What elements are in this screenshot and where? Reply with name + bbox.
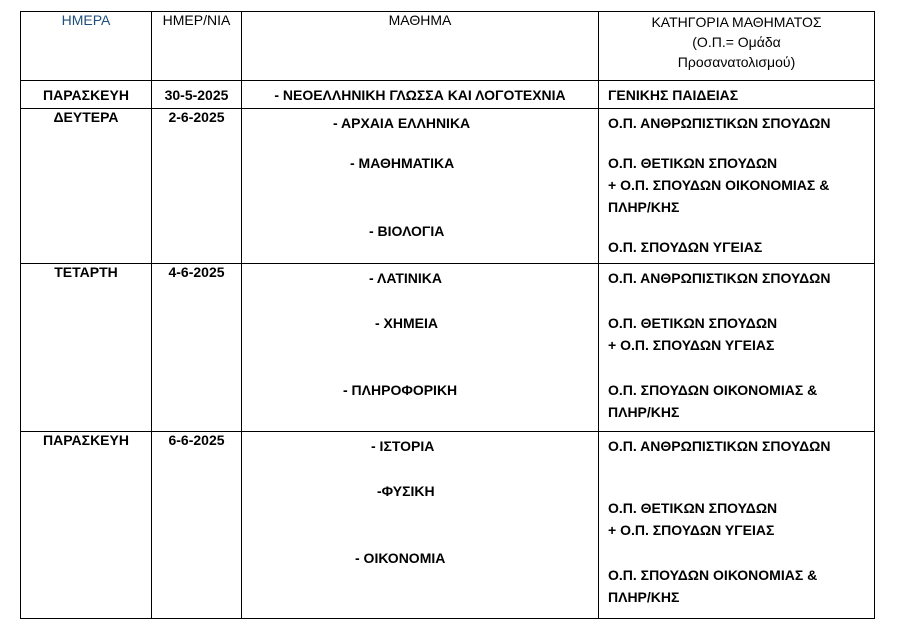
subject-item: - ΠΛΗΡΟΦΟΡΙΚΗ bbox=[343, 382, 458, 398]
table-row bbox=[21, 81, 875, 109]
subject-item: - ΑΡΧΑΙΑ ΕΛΛΗΝΙΚΑ bbox=[333, 115, 471, 131]
subject-cell bbox=[242, 109, 599, 264]
category-cell bbox=[599, 264, 875, 432]
subject-cell bbox=[242, 264, 599, 432]
category-group bbox=[608, 152, 868, 218]
day-cell: ΠΑΡΑΣΚΕΥΗ bbox=[21, 81, 152, 109]
subject-item: - ΟΙΚΟΝΟΜΙΑ bbox=[355, 550, 446, 566]
day-cell: ΤΕΤΑΡΤΗ bbox=[21, 264, 152, 432]
category-cell: ΓΕΝΙΚΗΣ ΠΑΙΔΕΙΑΣ bbox=[599, 81, 875, 109]
subject-item: - ΛΑΤΙΝΙΚΑ bbox=[369, 270, 442, 286]
category-line: Ο.Π. ΣΠΟΥΔΩΝ ΟΙΚΟΝΟΜΙΑΣ & bbox=[608, 567, 818, 583]
subject-item: - ΧΗΜΕΙΑ bbox=[375, 315, 438, 331]
category-line: Ο.Π. ΑΝΘΡΩΠΙΣΤΙΚΩΝ ΣΠΟΥΔΩΝ bbox=[608, 115, 831, 131]
date-cell: 6-6-2025 bbox=[152, 432, 242, 619]
header-category-line: Προσανατολισμού) bbox=[677, 54, 796, 70]
header-day: ΗΜΕΡΑ bbox=[21, 12, 152, 81]
category-line: Ο.Π. ΑΝΘΡΩΠΙΣΤΙΚΩΝ ΣΠΟΥΔΩΝ bbox=[608, 438, 831, 454]
category-group bbox=[608, 435, 868, 457]
subject-item: - ΜΑΘΗΜΑΤΙΚΑ bbox=[350, 155, 455, 171]
category-group bbox=[608, 379, 868, 423]
category-line: + Ο.Π. ΣΠΟΥΔΩΝ ΟΙΚΟΝΟΜΙΑΣ & bbox=[608, 177, 830, 193]
category-line: Ο.Π. ΘΕΤΙΚΩΝ ΣΠΟΥΔΩΝ bbox=[608, 155, 778, 171]
subject-item: - ΒΙΟΛΟΓΙΑ bbox=[369, 223, 445, 239]
category-cell bbox=[599, 432, 875, 619]
header-row bbox=[21, 12, 875, 81]
subject-cell: - ΝΕΟΕΛΛΗΝΙΚΗ ΓΛΩΣΣΑ ΚΑΙ ΛΟΓΟΤΕΧΝΙΑ bbox=[242, 81, 599, 109]
category-line: Ο.Π. ΣΠΟΥΔΩΝ ΥΓΕΙΑΣ bbox=[608, 239, 763, 255]
subject-cell bbox=[242, 432, 599, 619]
table-row bbox=[21, 109, 875, 264]
category-line: ΠΛΗΡ/ΚΗΣ bbox=[608, 199, 680, 215]
exam-schedule-table bbox=[20, 11, 875, 619]
header-subject: ΜΑΘΗΜΑ bbox=[242, 12, 599, 81]
category-line: + Ο.Π. ΣΠΟΥΔΩΝ ΥΓΕΙΑΣ bbox=[608, 522, 775, 538]
category-line: Ο.Π. ΑΝΘΡΩΠΙΣΤΙΚΩΝ ΣΠΟΥΔΩΝ bbox=[608, 270, 831, 286]
category-line: Ο.Π. ΘΕΤΙΚΩΝ ΣΠΟΥΔΩΝ bbox=[608, 315, 778, 331]
category-group bbox=[608, 267, 868, 289]
date-cell: 4-6-2025 bbox=[152, 264, 242, 432]
category-group bbox=[608, 312, 868, 356]
category-line: Ο.Π. ΘΕΤΙΚΩΝ ΣΠΟΥΔΩΝ bbox=[608, 500, 778, 516]
day-cell: ΠΑΡΑΣΚΕΥΗ bbox=[21, 432, 152, 619]
category-group bbox=[608, 564, 868, 608]
day-cell: ΔΕΥΤΕΡΑ bbox=[21, 109, 152, 264]
header-category bbox=[599, 12, 875, 81]
category-line: + Ο.Π. ΣΠΟΥΔΩΝ ΥΓΕΙΑΣ bbox=[608, 337, 775, 353]
subject-item: - ΙΣΤΟΡΙΑ bbox=[371, 438, 435, 454]
header-date: ΗΜΕΡ/ΝΙΑ bbox=[152, 12, 242, 81]
category-line: ΠΛΗΡ/ΚΗΣ bbox=[608, 589, 680, 605]
category-line: Ο.Π. ΣΠΟΥΔΩΝ ΟΙΚΟΝΟΜΙΑΣ & bbox=[608, 382, 818, 398]
table-row bbox=[21, 432, 875, 619]
category-group bbox=[608, 236, 868, 258]
date-cell: 2-6-2025 bbox=[152, 109, 242, 264]
category-cell bbox=[599, 109, 875, 264]
header-category-line: (Ο.Π.= Ομάδα bbox=[692, 34, 781, 50]
header-category-line: ΚΑΤΗΓΟΡΙΑ ΜΑΘΗΜΑΤΟΣ bbox=[651, 14, 822, 30]
subject-item: -ΦΥΣΙΚΗ bbox=[377, 483, 435, 499]
date-cell: 30-5-2025 bbox=[152, 81, 242, 109]
category-line: ΠΛΗΡ/ΚΗΣ bbox=[608, 404, 680, 420]
table-row bbox=[21, 264, 875, 432]
category-group bbox=[608, 112, 868, 134]
category-group bbox=[608, 497, 868, 541]
